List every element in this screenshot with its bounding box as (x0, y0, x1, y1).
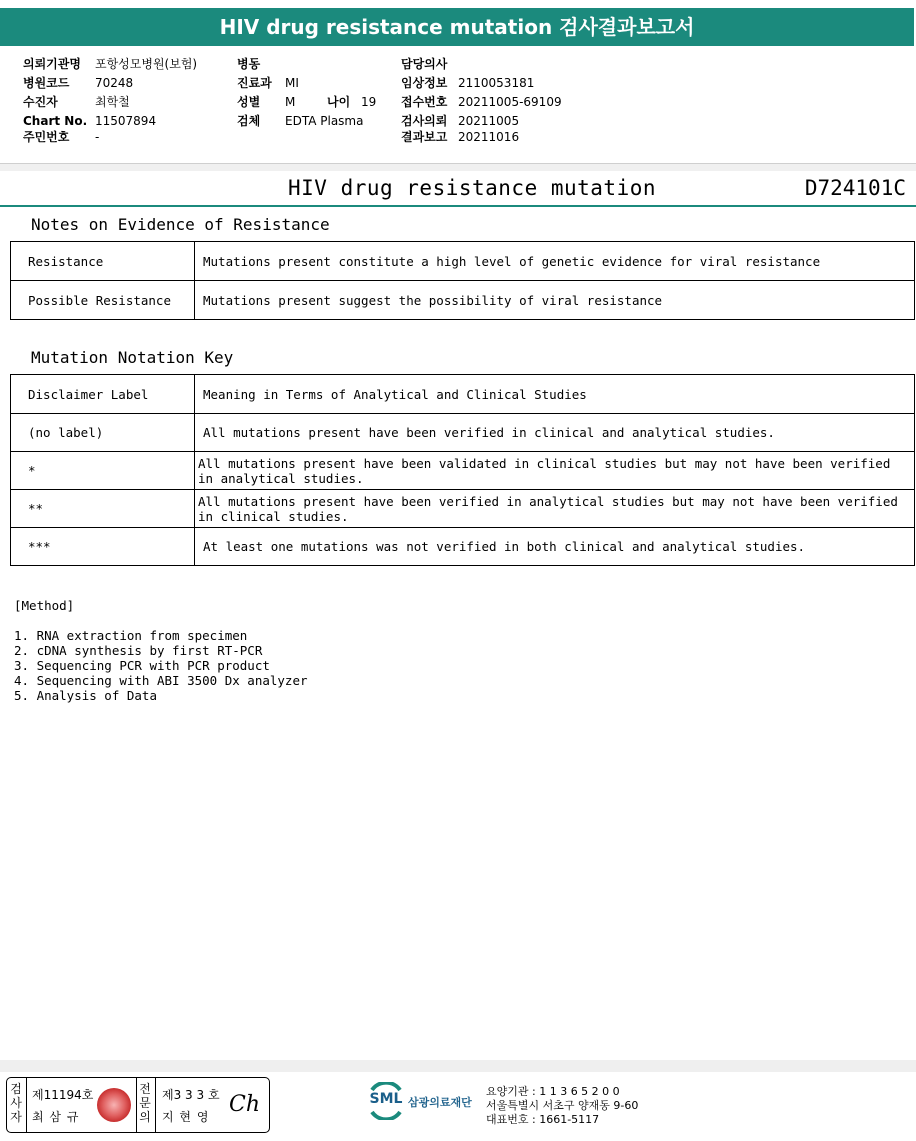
section-separator (0, 163, 916, 171)
inspector-seal-icon (97, 1088, 131, 1122)
evidence-label: Possible Resistance (11, 281, 195, 320)
report-title-bar (0, 172, 916, 206)
report-header-banner: HIV drug resistance mutation 검사결과보고서 (0, 8, 914, 46)
value-patient: 최학철 (95, 95, 130, 109)
notation-header-label: Disclaimer Label (11, 375, 195, 414)
method-steps (14, 628, 308, 703)
footer-line: 요양기관 : 1 1 3 6 5 2 0 0 (486, 1085, 620, 1098)
notation-label: * (11, 452, 195, 490)
label-ward: 병동 (237, 57, 261, 71)
approver-label: 전문의 (139, 1082, 151, 1124)
label-sex: 성별 (237, 95, 261, 109)
notation-desc: All mutations present have been validated in clinical studies but may not have been verified in analytical studies. (195, 452, 915, 490)
footer-info (486, 1085, 638, 1127)
table-row (11, 528, 915, 566)
notation-label: (no label) (11, 414, 195, 452)
signature-box (6, 1077, 270, 1133)
report-code: D724101C (804, 176, 906, 200)
divider (26, 1078, 27, 1132)
label-hospital-code: 병원코드 (23, 76, 70, 90)
inspector-label: 검사자 (10, 1082, 22, 1124)
value-chart-no: 11507894 (95, 114, 157, 128)
value-report-date: 20211016 (458, 130, 520, 144)
evidence-desc: Mutations present suggest the possibility of viral resistance (195, 281, 915, 320)
value-department: MI (285, 76, 299, 90)
label-request-date: 검사의뢰 (401, 114, 448, 128)
label-doctor: 담당의사 (401, 57, 448, 71)
value-hospital-code: 70248 (95, 76, 134, 90)
approver-license: 제3 3 3 호 (162, 1088, 220, 1102)
table-row (11, 414, 915, 452)
evidence-desc: Mutations present constitute a high level of genetic evidence for viral resistance (195, 242, 915, 281)
notation-desc: All mutations present have been verified in analytical studies but may not have been verified in clinical studies. (195, 490, 915, 528)
label-patient: 수진자 (23, 95, 58, 109)
patient-info-col2 (237, 55, 376, 131)
inspector-name: 최 삼 규 (32, 1110, 80, 1124)
evidence-table (10, 241, 915, 320)
method-step: 2. cDNA synthesis by first RT-PCR (14, 643, 263, 658)
label-report-date: 결과보고 (401, 130, 448, 144)
patient-info-col3 (401, 55, 562, 147)
notation-header-desc: Meaning in Terms of Analytical and Clinical Studies (195, 375, 915, 414)
notation-desc: All mutations present have been verified in clinical and analytical studies. (195, 414, 915, 452)
label-department: 진료과 (237, 76, 272, 90)
value-specimen: EDTA Plasma (285, 114, 364, 128)
footer-band (0, 1060, 916, 1072)
footer-line: 서울특별시 서초구 양재동 9-60 (486, 1099, 639, 1112)
signature: Ch (229, 1092, 261, 1117)
label-institution: 의뢰기관명 (23, 57, 81, 71)
label-receipt-no: 접수번호 (401, 95, 448, 109)
value-institution: 포항성모병원(보험) (95, 57, 198, 71)
org-name: 삼광의료재단 (408, 1096, 472, 1109)
table-header-row (11, 375, 915, 414)
label-age: 나이 (327, 95, 351, 109)
notation-table (10, 374, 915, 566)
label-chart-no: Chart No. (23, 114, 88, 128)
divider (155, 1078, 156, 1132)
method-step: 1. RNA extraction from specimen (14, 628, 248, 643)
inspector-license: 제11194호 (32, 1088, 94, 1102)
value-sex: M (285, 95, 296, 109)
patient-info-col1 (23, 55, 197, 147)
logo-text: SML (369, 1091, 403, 1107)
value-request-date: 20211005 (458, 114, 520, 128)
value-age: 19 (361, 95, 377, 109)
table-row (11, 281, 915, 320)
evidence-label: Resistance (11, 242, 195, 281)
method-title: [Method] (14, 598, 75, 613)
report-title: HIV drug resistance mutation (288, 176, 657, 200)
label-specimen: 검체 (237, 114, 261, 128)
label-resident-no: 주민번호 (23, 130, 70, 144)
notation-section-title: Mutation Notation Key (31, 348, 234, 367)
table-row (11, 452, 915, 490)
method-step: 4. Sequencing with ABI 3500 Dx analyzer (14, 673, 308, 688)
notation-desc: At least one mutations was not verified in both clinical and analytical studies. (195, 528, 915, 566)
notation-label: *** (11, 528, 195, 566)
method-step: 5. Analysis of Data (14, 688, 157, 703)
method-step: 3. Sequencing PCR with PCR product (14, 658, 270, 673)
value-receipt-no: 20211005-69109 (458, 95, 562, 109)
value-clinical-info: 2110053181 (458, 76, 535, 90)
notation-label: ** (11, 490, 195, 528)
table-row (11, 490, 915, 528)
value-resident-no: - (95, 130, 100, 144)
table-row (11, 242, 915, 281)
title-underline (0, 205, 916, 207)
evidence-section-title: Notes on Evidence of Resistance (31, 215, 330, 234)
footer-line: 대표번호 : 1661-5117 (486, 1113, 600, 1126)
approver-name: 지 현 영 (162, 1110, 210, 1124)
label-clinical-info: 임상정보 (401, 76, 448, 90)
sml-logo (366, 1082, 472, 1124)
divider (136, 1078, 137, 1132)
